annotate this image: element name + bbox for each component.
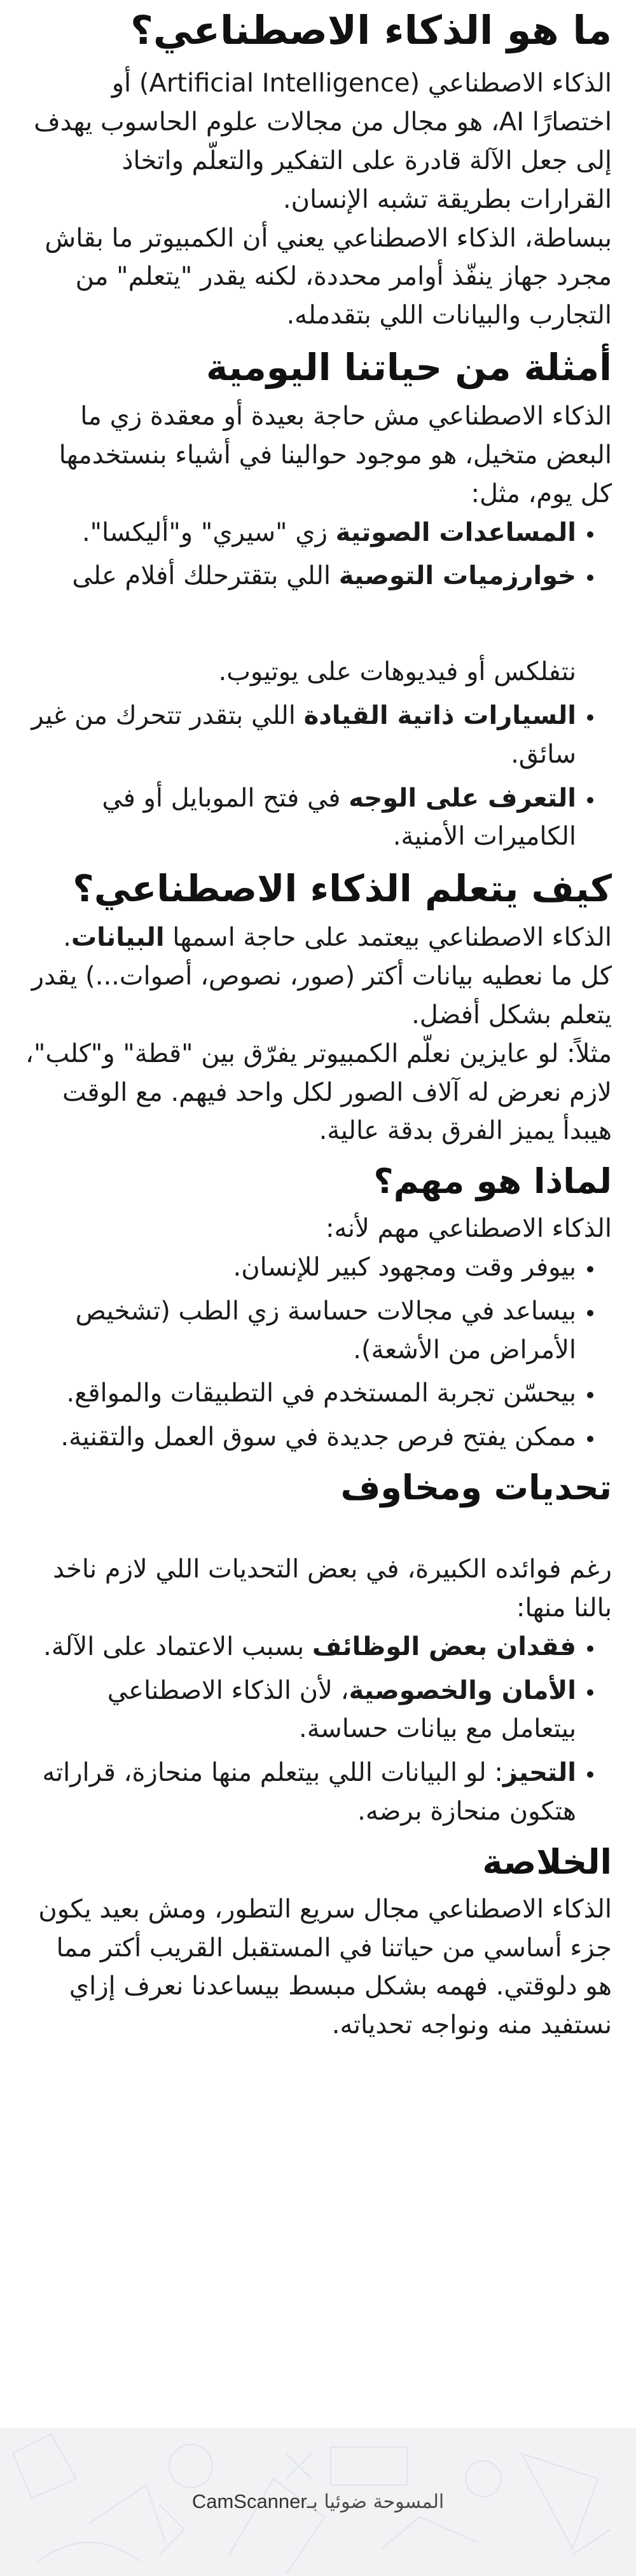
scan-gap bbox=[24, 596, 576, 653]
list-item: • خوارزميات التوصية اللي بتقترحلك أفلام على نتفلكس أو فيديوهات على يوتيوب. bbox=[24, 557, 576, 692]
paragraph-definition: الذكاء الاصطناعي (Artificial Intelligence) أو اختصارًا AI، هو مجال من مجالات علوم الحاسوب يهدف إلى جعل الآلة قادرة على التفكير والتعلّم واتخاذ القرارات بطريقة تشبه الإنسان. bbox=[34, 69, 612, 214]
heading-how-ai-learns: كيف يتعلم الذكاء الاصطناعي؟ bbox=[73, 867, 612, 911]
challenges-list bbox=[24, 1628, 612, 1831]
paragraph-conclusion: الذكاء الاصطناعي مجال سريع التطور، ومش بعيد يكون جزء أساسي من حياتنا في المستقبل القريب أكتر مما هو دلوقتي. فهمه بشكل مبسط بيساعدنا نعرف إزاي نستفيد منه ونواجه تحدياته. bbox=[38, 1894, 612, 2040]
list-item: • التحيز: لو البيانات اللي بيتعلم منها منحازة، قراراته هتكون منحازة برضه. bbox=[24, 1754, 576, 1831]
camscanner-watermark: المسوحة ضوئيا بـCamScanner bbox=[191, 2490, 445, 2513]
heading-why-important: لماذا هو مهم؟ bbox=[373, 1161, 612, 1202]
examples-list bbox=[24, 514, 612, 857]
list-item: • بيوفر وقت ومجهود كبير للإنسان. bbox=[24, 1248, 576, 1287]
list-item: • السيارات ذاتية القيادة اللي بتقدر تتحرك من غير سائق. bbox=[24, 697, 576, 774]
list-item: • المساعدات الصوتية زي "سيري" و"أليكسا". bbox=[24, 514, 576, 552]
list-item: • ممكن يفتح فرص جديدة في سوق العمل والتقنية. bbox=[24, 1418, 576, 1457]
paragraph-simply: ببساطة، الذكاء الاصطناعي يعني أن الكمبيوتر ما بقاش مجرد جهاز ينفّذ أوامر محددة، لكنه يقدر "يتعلم" من التجارب والبيانات اللي بتقدمله. bbox=[45, 223, 612, 331]
paragraph-data-reliance: الذكاء الاصطناعي بيعتمد على حاجة اسمها البيانات. bbox=[63, 923, 612, 953]
camscanner-brand: CamScanner bbox=[191, 2490, 307, 2512]
importance-list bbox=[24, 1248, 612, 1457]
list-item: • الأمان والخصوصية، لأن الذكاء الاصطناعي بيتعامل مع بيانات حساسة. bbox=[24, 1672, 576, 1749]
paragraph-more-data: كل ما نعطيه بيانات أكتر (صور، نصوص، أصوات...) يقدر يتعلم بشكل أفضل. bbox=[31, 962, 612, 1030]
list-item: • بيساعد في مجالات حساسة زي الطب (تشخيص الأمراض من الأشعة). bbox=[24, 1292, 576, 1370]
heading-conclusion: الخلاصة bbox=[482, 1841, 612, 1882]
paragraph-examples-intro: الذكاء الاصطناعي مش حاجة بعيدة أو معقدة زي ما البعض متخيل، هو موجود حوالينا في أشياء بنستخدمها كل يوم، مثل: bbox=[59, 402, 612, 508]
heading-challenges: تحديات ومخاوف bbox=[340, 1468, 612, 1508]
heading-what-is-ai: ما هو الذكاء الاصطناعي؟ bbox=[130, 7, 612, 53]
paragraph-challenges-intro: رغم فوائده الكبيرة، في بعض التحديات اللي لازم ناخد بالنا منها: bbox=[53, 1555, 612, 1623]
list-item: • التعرف على الوجه في فتح الموبايل أو في الكاميرات الأمنية. bbox=[24, 779, 576, 857]
list-item: • بيحسّن تجربة المستخدم في التطبيقات والمواقع. bbox=[24, 1374, 576, 1413]
heading-daily-examples: أمثلة من حياتنا اليومية bbox=[206, 345, 612, 389]
paragraph-importance-intro: الذكاء الاصطناعي مهم لأنه: bbox=[326, 1214, 612, 1244]
list-item: • فقدان بعض الوظائف بسبب الاعتماد على الآلة. bbox=[24, 1628, 576, 1666]
scanner-footer bbox=[0, 2428, 636, 2576]
paragraph-cat-dog-example: مثلاً: لو عايزين نعلّم الكمبيوتر يفرّق بين "قطة" و"كلب"، لازم نعرض له آلاف الصور لكل واحد فيهم. مع الوقت هيبدأ يميز الفرق بدقة عالية. bbox=[25, 1039, 612, 1146]
